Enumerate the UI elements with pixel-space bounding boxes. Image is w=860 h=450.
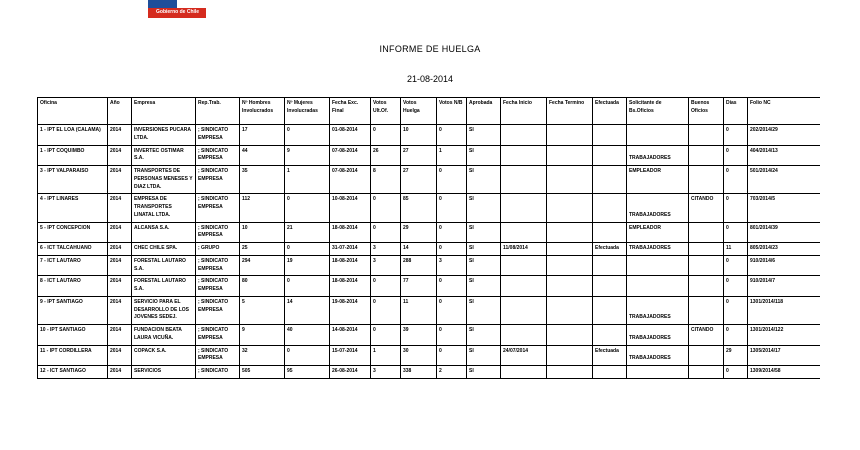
cell-fecha-exc: 18-08-2014: [330, 276, 371, 297]
solicitante-text: TRABAJADORES: [629, 155, 671, 162]
cell-votos-ult: 0: [371, 296, 401, 324]
cell-solicitante: [627, 296, 689, 324]
strike-report-table-container: [37, 97, 820, 450]
cell-rep: ; SINDICATO EMPRESA: [196, 345, 240, 366]
cell-aprobada: SI: [467, 243, 501, 256]
cell-votos-nb: 0: [437, 243, 467, 256]
cell-hombres: 505: [240, 366, 285, 379]
cell-anio: 2014: [108, 345, 132, 366]
cell-votos-nb: 1: [437, 145, 467, 166]
cell-fecha-termino: [547, 255, 593, 276]
column-header: Nº Hombres Involucrados: [240, 98, 285, 125]
table-row: [38, 276, 821, 297]
cell-fecha-exc: 31-07-2014: [330, 243, 371, 256]
cell-fecha-inicio: [501, 276, 547, 297]
cell-votos-ult: 0: [371, 194, 401, 222]
cell-mujeres: 19: [285, 255, 330, 276]
cell-votos-nb: 0: [437, 345, 467, 366]
cell-mujeres: 0: [285, 243, 330, 256]
cell-fecha-exc: 01-08-2014: [330, 125, 371, 146]
cell-votos-huelga: 27: [401, 166, 437, 194]
cell-efectuada: [593, 325, 627, 346]
cell-votos-ult: 0: [371, 125, 401, 146]
solicitante-text: TRABAJADORES: [629, 211, 671, 218]
cell-dias: 11: [724, 243, 748, 256]
column-header: Votos N/B: [437, 98, 467, 125]
cell-dias: 0: [724, 296, 748, 324]
cell-rep: ; SINDICATO EMPRESA: [196, 296, 240, 324]
cell-votos-ult: 1: [371, 345, 401, 366]
cell-votos-huelga: 30: [401, 345, 437, 366]
cell-aprobada: SI: [467, 296, 501, 324]
cell-mujeres: 21: [285, 222, 330, 243]
cell-aprobada: SI: [467, 145, 501, 166]
cell-mujeres: 0: [285, 276, 330, 297]
cell-folio: 404/2014/13: [748, 145, 821, 166]
cell-oficina: 1 - IPT EL LOA (CALAMA): [38, 125, 108, 146]
cell-hombres: 35: [240, 166, 285, 194]
cell-hombres: 44: [240, 145, 285, 166]
cell-dias: 0: [724, 166, 748, 194]
cell-oficina: 4 - IPT LINARES: [38, 194, 108, 222]
column-header: Fecha Termino: [547, 98, 593, 125]
cell-fecha-exc: 18-08-2014: [330, 255, 371, 276]
cell-votos-huelga: 29: [401, 222, 437, 243]
cell-efectuada: [593, 296, 627, 324]
cell-votos-huelga: 14: [401, 243, 437, 256]
cell-votos-nb: 3: [437, 255, 467, 276]
cell-votos-nb: 2: [437, 366, 467, 379]
cell-buenos: [689, 125, 724, 146]
gobierno-logo: [148, 0, 206, 16]
cell-oficina: 10 - IPT SANTIAGO: [38, 325, 108, 346]
cell-buenos: [689, 222, 724, 243]
cell-aprobada: SI: [467, 222, 501, 243]
cell-aprobada: SI: [467, 255, 501, 276]
cell-dias: 0: [724, 325, 748, 346]
cell-aprobada: SI: [467, 125, 501, 146]
cell-votos-ult: 8: [371, 166, 401, 194]
cell-anio: 2014: [108, 325, 132, 346]
cell-oficina: 9 - IPT SANTIAGO: [38, 296, 108, 324]
cell-fecha-termino: [547, 325, 593, 346]
cell-dias: 0: [724, 255, 748, 276]
cell-votos-nb: 0: [437, 166, 467, 194]
cell-oficina: 8 - ICT LAUTARO: [38, 276, 108, 297]
cell-folio: 1309/2014/58: [748, 366, 821, 379]
logo-text: Gobierno de Chile: [156, 9, 200, 15]
cell-fecha-exc: 19-08-2014: [330, 296, 371, 324]
cell-aprobada: SI: [467, 366, 501, 379]
table-row: [38, 243, 821, 256]
column-header: Votos Ult.Of.: [371, 98, 401, 125]
table-row: [38, 366, 821, 379]
cell-buenos: [689, 243, 724, 256]
cell-efectuada: [593, 166, 627, 194]
cell-rep: ; SINDICATO EMPRESA: [196, 166, 240, 194]
cell-aprobada: SI: [467, 166, 501, 194]
cell-buenos: CITANDO: [689, 194, 724, 222]
cell-folio: 202/2014/29: [748, 125, 821, 146]
cell-mujeres: 1: [285, 166, 330, 194]
table-row: [38, 325, 821, 346]
cell-dias: 0: [724, 366, 748, 379]
cell-fecha-exc: 10-08-2014: [330, 194, 371, 222]
cell-votos-nb: 0: [437, 194, 467, 222]
cell-votos-ult: 0: [371, 222, 401, 243]
column-header: Oficina: [38, 98, 108, 125]
cell-efectuada: [593, 125, 627, 146]
cell-oficina: 1 - IPT COQUIMBO: [38, 145, 108, 166]
cell-fecha-termino: [547, 296, 593, 324]
cell-solicitante: [627, 345, 689, 366]
cell-mujeres: 0: [285, 125, 330, 146]
cell-votos-nb: 0: [437, 296, 467, 324]
cell-solicitante: [627, 255, 689, 276]
cell-efectuada: [593, 366, 627, 379]
cell-dias: 0: [724, 222, 748, 243]
column-header: Nº Mujeres Involucradas: [285, 98, 330, 125]
cell-hombres: 294: [240, 255, 285, 276]
cell-solicitante: [627, 243, 689, 256]
cell-hombres: 9: [240, 325, 285, 346]
cell-oficina: 11 - IPT CORDILLERA: [38, 345, 108, 366]
column-header: Año: [108, 98, 132, 125]
cell-solicitante: [627, 366, 689, 379]
cell-efectuada: Efectuada: [593, 345, 627, 366]
cell-rep: ; SINDICATO EMPRESA: [196, 125, 240, 146]
cell-votos-huelga: 11: [401, 296, 437, 324]
cell-votos-ult: 3: [371, 366, 401, 379]
cell-votos-huelga: 338: [401, 366, 437, 379]
solicitante-text: TRABAJADORES: [629, 245, 671, 251]
cell-solicitante: EMPLEADOR: [627, 166, 689, 194]
cell-buenos: [689, 296, 724, 324]
cell-anio: 2014: [108, 276, 132, 297]
cell-aprobada: SI: [467, 325, 501, 346]
cell-buenos: [689, 145, 724, 166]
cell-anio: 2014: [108, 255, 132, 276]
table-row: [38, 194, 821, 222]
table-row: [38, 345, 821, 366]
cell-fecha-inicio: [501, 366, 547, 379]
cell-solicitante: [627, 194, 689, 222]
column-header: Aprobada: [467, 98, 501, 125]
cell-rep: ; SINDICATO EMPRESA: [196, 222, 240, 243]
cell-dias: 0: [724, 194, 748, 222]
cell-aprobada: SI: [467, 276, 501, 297]
cell-anio: 2014: [108, 145, 132, 166]
cell-votos-ult: 0: [371, 276, 401, 297]
cell-mujeres: 40: [285, 325, 330, 346]
cell-rep: ; SINDICATO EMPRESA: [196, 145, 240, 166]
cell-fecha-termino: [547, 276, 593, 297]
report-title: INFORME DE HUELGA: [379, 44, 481, 54]
cell-fecha-inicio: [501, 296, 547, 324]
cell-folio: 910/2014/6: [748, 255, 821, 276]
table-row: [38, 166, 821, 194]
cell-buenos: [689, 366, 724, 379]
cell-votos-nb: 0: [437, 222, 467, 243]
cell-oficina: 7 - ICT LAUTARO: [38, 255, 108, 276]
cell-empresa: FUNDACION BEATA LAURA VICUÑA.: [132, 325, 196, 346]
column-header: Fecha Inicio: [501, 98, 547, 125]
cell-hombres: 10: [240, 222, 285, 243]
cell-oficina: 5 - IPT CONCEPCION: [38, 222, 108, 243]
table-row: [38, 255, 821, 276]
cell-empresa: INVERSIONES PUCARA LTDA.: [132, 125, 196, 146]
cell-fecha-inicio: [501, 125, 547, 146]
cell-mujeres: 95: [285, 366, 330, 379]
column-header: Folio NC: [748, 98, 821, 125]
cell-votos-ult: 3: [371, 243, 401, 256]
cell-folio: 801/2014/39: [748, 222, 821, 243]
cell-solicitante: [627, 125, 689, 146]
table-row: [38, 222, 821, 243]
cell-efectuada: [593, 194, 627, 222]
cell-empresa: ALCANSA S.A.: [132, 222, 196, 243]
cell-votos-ult: 26: [371, 145, 401, 166]
cell-buenos: CITANDO: [689, 325, 724, 346]
cell-fecha-termino: [547, 243, 593, 256]
cell-buenos: [689, 276, 724, 297]
cell-fecha-inicio: [501, 222, 547, 243]
cell-empresa: TRANSPORTES DE PERSONAS MENESES Y DIAZ LTDA.: [132, 166, 196, 194]
cell-rep: ; GRUPO: [196, 243, 240, 256]
strike-report-table: [37, 97, 820, 379]
cell-hombres: 112: [240, 194, 285, 222]
cell-empresa: INVERTEC OSTIMAR S.A.: [132, 145, 196, 166]
cell-fecha-termino: [547, 194, 593, 222]
report-date: 21-08-2014: [406, 74, 454, 84]
cell-fecha-inicio: 24/07/2014: [501, 345, 547, 366]
cell-fecha-inicio: [501, 194, 547, 222]
cell-votos-nb: 0: [437, 325, 467, 346]
cell-votos-huelga: 39: [401, 325, 437, 346]
cell-fecha-exc: 18-08-2014: [330, 222, 371, 243]
cell-fecha-termino: [547, 366, 593, 379]
cell-folio: 805/2014/23: [748, 243, 821, 256]
cell-votos-ult: 3: [371, 255, 401, 276]
cell-buenos: [689, 345, 724, 366]
cell-mujeres: 9: [285, 145, 330, 166]
table-row: [38, 125, 821, 146]
cell-folio: 1301/2014/118: [748, 296, 821, 324]
cell-efectuada: [593, 222, 627, 243]
table-header-row: [38, 98, 821, 125]
cell-anio: 2014: [108, 222, 132, 243]
cell-anio: 2014: [108, 366, 132, 379]
cell-folio: 1301/2014/122: [748, 325, 821, 346]
cell-fecha-termino: [547, 125, 593, 146]
cell-mujeres: 0: [285, 194, 330, 222]
cell-aprobada: SI: [467, 194, 501, 222]
column-header: Días: [724, 98, 748, 125]
column-header: Buenos Oficios: [689, 98, 724, 125]
cell-efectuada: Efectuada: [593, 243, 627, 256]
cell-empresa: EMPRESA DE TRANSPORTES LINATAL LTDA.: [132, 194, 196, 222]
cell-hombres: 17: [240, 125, 285, 146]
cell-fecha-inicio: [501, 255, 547, 276]
cell-votos-huelga: 10: [401, 125, 437, 146]
cell-fecha-exc: 07-08-2014: [330, 166, 371, 194]
cell-folio: 501/2014/24: [748, 166, 821, 194]
column-header: Votos Huelga: [401, 98, 437, 125]
cell-votos-huelga: 85: [401, 194, 437, 222]
cell-rep: ; SINDICATO EMPRESA: [196, 194, 240, 222]
cell-buenos: [689, 166, 724, 194]
cell-empresa: CHEC CHILE SPA.: [132, 243, 196, 256]
cell-fecha-termino: [547, 222, 593, 243]
cell-anio: 2014: [108, 296, 132, 324]
cell-anio: 2014: [108, 125, 132, 146]
solicitante-text: TRABAJADORES: [629, 334, 671, 341]
cell-votos-nb: 0: [437, 125, 467, 146]
cell-votos-ult: 0: [371, 325, 401, 346]
solicitante-text: TRABAJADORES: [629, 355, 671, 362]
cell-fecha-termino: [547, 145, 593, 166]
cell-fecha-termino: [547, 345, 593, 366]
cell-empresa: SERVICIO PARA EL DESARROLLO DE LOS JOVENES SEDEJ.: [132, 296, 196, 324]
cell-fecha-inicio: [501, 325, 547, 346]
table-body: [38, 125, 821, 379]
cell-votos-huelga: 27: [401, 145, 437, 166]
cell-dias: 0: [724, 276, 748, 297]
cell-efectuada: [593, 145, 627, 166]
column-header: Empresa: [132, 98, 196, 125]
cell-oficina: 3 - IPT VALPARAISO: [38, 166, 108, 194]
cell-rep: ; SINDICATO EMPRESA: [196, 325, 240, 346]
table-row: [38, 145, 821, 166]
column-header: Rep.Trab.: [196, 98, 240, 125]
cell-rep: ; SINDICATO EMPRESA: [196, 276, 240, 297]
cell-empresa: FORESTAL LAUTARO S.A.: [132, 276, 196, 297]
cell-anio: 2014: [108, 166, 132, 194]
table-row: [38, 296, 821, 324]
column-header: Efectuada: [593, 98, 627, 125]
cell-fecha-inicio: [501, 166, 547, 194]
cell-anio: 2014: [108, 194, 132, 222]
cell-solicitante: [627, 145, 689, 166]
cell-efectuada: [593, 276, 627, 297]
cell-solicitante: [627, 276, 689, 297]
cell-solicitante: EMPLEADOR: [627, 222, 689, 243]
cell-votos-nb: 0: [437, 276, 467, 297]
cell-hombres: 80: [240, 276, 285, 297]
cell-hombres: 5: [240, 296, 285, 324]
cell-hombres: 25: [240, 243, 285, 256]
cell-aprobada: SI: [467, 345, 501, 366]
cell-fecha-exc: 07-08-2014: [330, 145, 371, 166]
cell-mujeres: 14: [285, 296, 330, 324]
cell-hombres: 32: [240, 345, 285, 366]
cell-buenos: [689, 255, 724, 276]
cell-oficina: 6 - ICT TALCAHUANO: [38, 243, 108, 256]
cell-fecha-exc: 14-08-2014: [330, 325, 371, 346]
cell-dias: 0: [724, 145, 748, 166]
cell-folio: 703/2014/5: [748, 194, 821, 222]
cell-votos-huelga: 77: [401, 276, 437, 297]
solicitante-text: TRABAJADORES: [629, 314, 671, 321]
cell-rep: ; SINDICATO EMPRESA: [196, 255, 240, 276]
cell-dias: 29: [724, 345, 748, 366]
cell-fecha-inicio: [501, 145, 547, 166]
cell-efectuada: [593, 255, 627, 276]
cell-mujeres: 0: [285, 345, 330, 366]
column-header: Fecha Exc. Final: [330, 98, 371, 125]
cell-votos-huelga: 288: [401, 255, 437, 276]
cell-solicitante: [627, 325, 689, 346]
cell-anio: 2014: [108, 243, 132, 256]
cell-dias: 0: [724, 125, 748, 146]
cell-folio: 910/2014/7: [748, 276, 821, 297]
cell-fecha-termino: [547, 166, 593, 194]
cell-empresa: SERVICIOS: [132, 366, 196, 379]
cell-folio: 1305/2014/17: [748, 345, 821, 366]
cell-empresa: FORESTAL LAUTARO S.A.: [132, 255, 196, 276]
cell-fecha-exc: 26-08-2014: [330, 366, 371, 379]
cell-fecha-inicio: 11/08/2014: [501, 243, 547, 256]
cell-empresa: COPACK S.A.: [132, 345, 196, 366]
cell-rep: ; SINDICATO: [196, 366, 240, 379]
cell-oficina: 12 - ICT SANTIAGO: [38, 366, 108, 379]
cell-fecha-exc: 15-07-2014: [330, 345, 371, 366]
column-header: Solicitante de Bs.Oficios: [627, 98, 689, 125]
